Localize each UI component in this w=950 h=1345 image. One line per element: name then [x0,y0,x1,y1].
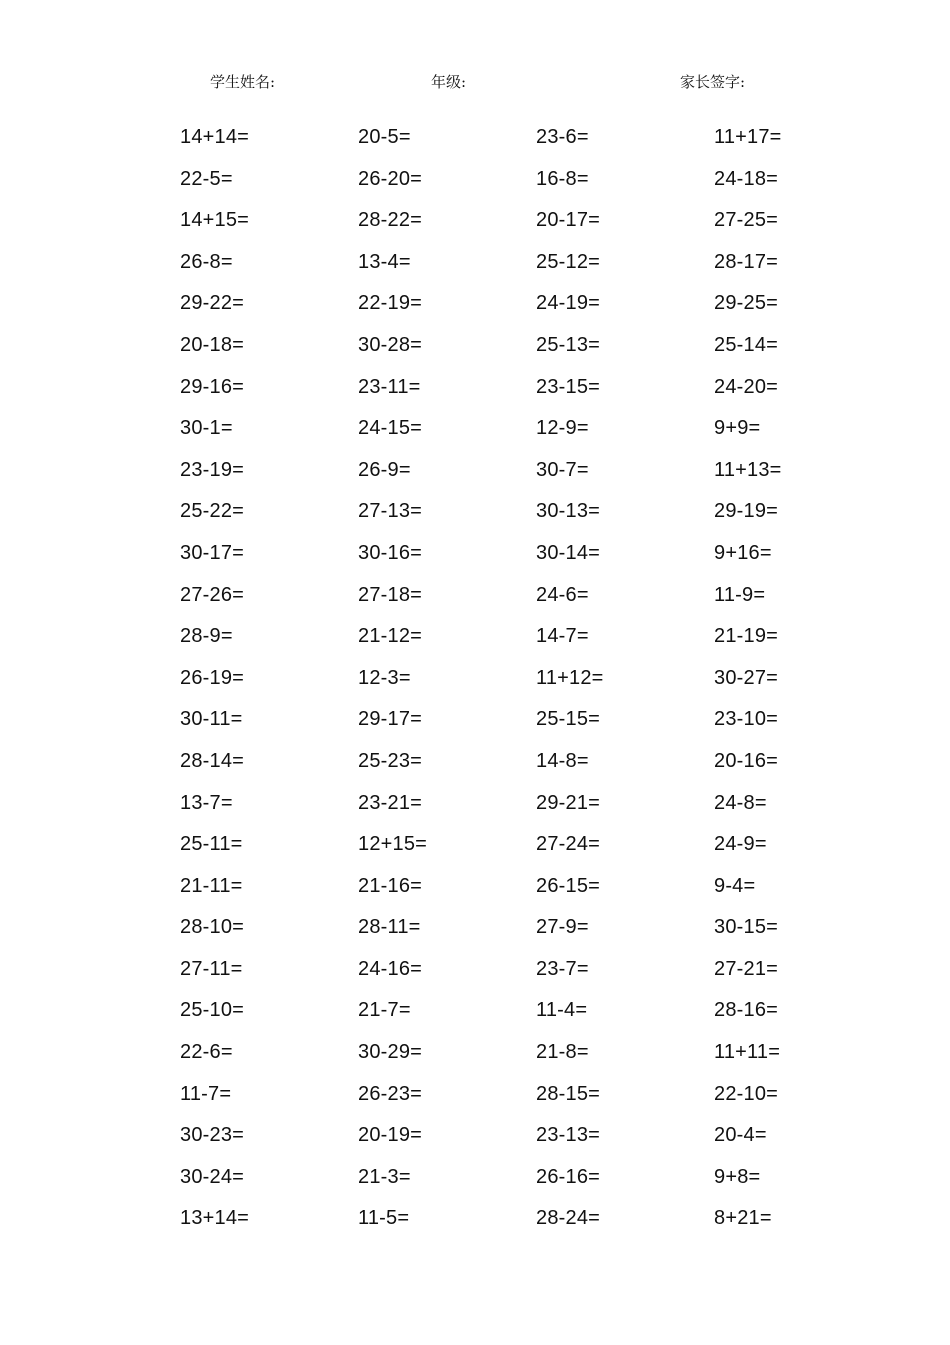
math-problem: 23-6= [536,126,589,148]
math-problem: 21-3= [358,1165,411,1188]
math-problem: 24-8= [714,791,767,814]
math-problem: 21-8= [536,1041,589,1064]
math-problem: 30-1= [180,417,233,440]
math-problem: 11-9= [714,583,766,606]
math-problem: 30-29= [358,1041,423,1064]
math-problem: 8+21= [714,1207,772,1230]
math-problem: 29-17= [358,708,423,731]
math-problem: 27-11= [180,957,243,980]
math-problem: 28-9= [180,625,233,648]
math-problem: 30-11= [180,708,243,731]
math-problem: 11+11= [714,1041,781,1064]
math-problem: 14+14= [180,126,250,148]
math-problem: 24-18= [714,167,779,190]
math-problem: 20-4= [714,1124,767,1147]
math-problem: 30-24= [180,1165,245,1188]
math-problem: 25-14= [714,333,779,356]
math-problem: 28-16= [714,999,779,1022]
math-problem: 13+14= [180,1207,250,1230]
math-problem: 23-10= [714,708,779,731]
math-problem: 27-18= [358,583,423,606]
math-problem: 14-7= [536,625,589,648]
math-problem: 12-3= [358,666,411,689]
math-problem: 26-23= [358,1082,423,1105]
math-problem: 26-20= [358,167,423,190]
math-problem: 29-21= [536,791,601,814]
math-problem: 21-11= [180,874,243,897]
math-problem: 26-8= [180,250,233,273]
math-problem: 29-19= [714,500,779,523]
math-problem: 27-21= [714,957,779,980]
math-problem: 11+17= [714,126,782,148]
math-problem: 27-13= [358,500,423,523]
math-problem: 20-16= [714,749,779,772]
math-problem: 9-4= [714,874,756,897]
math-problem: 12-9= [536,417,589,440]
math-problem: 22-6= [180,1041,233,1064]
math-problem: 23-15= [536,375,601,398]
math-problem: 30-14= [536,541,601,564]
math-problem: 22-19= [358,292,423,315]
math-problem: 23-21= [358,791,423,814]
worksheet-header [0,71,950,95]
math-problem: 20-18= [180,333,245,356]
math-problem: 30-13= [536,500,601,523]
math-problem: 21-16= [358,874,423,897]
math-problem: 27-25= [714,209,779,232]
math-problem: 26-15= [536,874,601,897]
math-problem: 25-12= [536,250,601,273]
math-problem: 30-27= [714,666,779,689]
math-problem: 20-5= [358,126,411,148]
math-problem: 14+15= [180,209,250,232]
math-problem: 11+13= [714,458,782,481]
math-problem: 30-28= [358,333,423,356]
math-problem: 29-25= [714,292,779,315]
math-problem: 25-13= [536,333,601,356]
student-name-label: 学生姓名: [210,73,276,91]
math-problem: 25-15= [536,708,601,731]
math-problem: 21-19= [714,625,779,648]
math-problem: 25-11= [180,833,243,856]
math-problem: 29-16= [180,375,245,398]
math-problem: 28-15= [536,1082,601,1105]
math-problem: 26-9= [358,458,411,481]
math-problem: 13-4= [358,250,411,273]
math-problem: 11-7= [180,1082,232,1105]
math-problem: 11+12= [536,666,604,689]
math-problem: 30-15= [714,916,779,939]
math-problem: 25-23= [358,749,423,772]
math-problem: 24-6= [536,583,589,606]
math-problem: 27-24= [536,833,601,856]
math-problem: 23-19= [180,458,245,481]
math-problem: 25-22= [180,500,245,523]
math-problem: 14-8= [536,749,589,772]
problem-grid [180,117,900,1240]
math-problem: 28-22= [358,209,423,232]
math-problem: 28-11= [358,916,421,939]
math-problem: 24-20= [714,375,779,398]
math-problem: 24-15= [358,417,423,440]
math-problem: 29-22= [180,292,245,315]
parent-signature-label: 家长签字: [680,73,746,91]
math-problem: 26-16= [536,1165,601,1188]
math-problem: 16-8= [536,167,589,190]
math-problem: 28-24= [536,1207,601,1230]
math-problem: 11-4= [536,999,588,1022]
math-problem: 24-16= [358,957,423,980]
math-problem: 25-10= [180,999,245,1022]
math-problem: 30-7= [536,458,589,481]
math-problem: 20-17= [536,209,601,232]
math-problem: 26-19= [180,666,245,689]
math-problem: 22-10= [714,1082,779,1105]
math-problem: 11-5= [358,1207,410,1230]
math-problem: 28-17= [714,250,779,273]
math-problem: 28-14= [180,749,245,772]
math-problem: 30-16= [358,541,423,564]
math-problem: 24-9= [714,833,767,856]
math-problem: 21-7= [358,999,411,1022]
math-problem: 23-7= [536,957,589,980]
math-problem: 23-11= [358,375,421,398]
math-problem: 30-17= [180,541,245,564]
math-problem: 21-12= [358,625,423,648]
math-problem: 24-19= [536,292,601,315]
math-problem: 28-10= [180,916,245,939]
math-problem: 20-19= [358,1124,423,1147]
math-problem: 23-13= [536,1124,601,1147]
math-problem: 9+16= [714,541,772,564]
math-problem: 27-26= [180,583,245,606]
math-problem: 12+15= [358,833,428,856]
math-problem: 9+8= [714,1165,761,1188]
math-problem: 9+9= [714,417,761,440]
grade-label: 年级: [431,73,467,91]
math-problem: 27-9= [536,916,589,939]
math-problem: 22-5= [180,167,233,190]
math-problem: 13-7= [180,791,233,814]
math-problem: 30-23= [180,1124,245,1147]
